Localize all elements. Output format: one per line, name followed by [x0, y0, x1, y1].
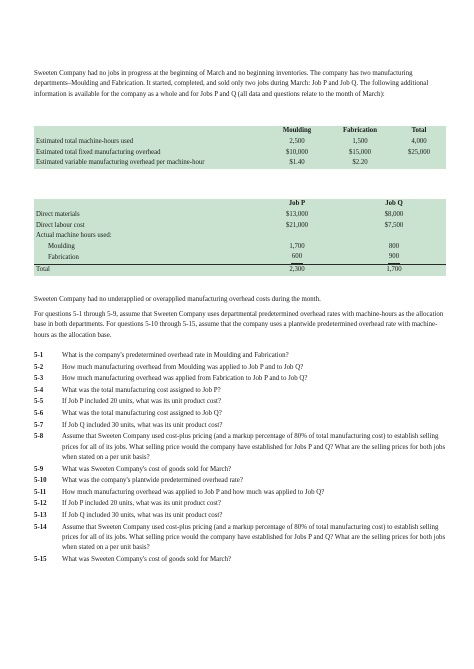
- row-label: Estimated total fixed manufacturing overhead: [36, 148, 161, 156]
- cell-moulding: 2,500: [289, 137, 305, 145]
- row-label: Estimated variable manufacturing overhead per machine-hour: [36, 159, 205, 167]
- row-label: Fabrication: [48, 253, 79, 261]
- header-fabrication: Fabrication: [343, 127, 377, 135]
- list-item: [34, 432, 446, 463]
- question-text: If Job P included 20 units, what was its unit product cost?: [62, 398, 221, 406]
- rate-assumption-note: For questions 5-1 through 5-9, assume that Sweeten Company uses departmental predetermined overhead rates with machine-hours as the allocation base in both departments. For questions 5-10 through 5-15, assume that the company uses a plantwide predetermined overhead rate with machine-hours as the allocation base.: [34, 310, 444, 339]
- cell-job-q: $8,000: [384, 210, 404, 218]
- row-label: Direct labour cost: [36, 221, 85, 229]
- table-row: [34, 231, 446, 242]
- cell-total: [392, 158, 446, 169]
- overhead-estimates-table: [34, 126, 446, 169]
- table-row: [34, 242, 446, 253]
- question-text: How much manufacturing overhead was applied to Job P and how much was applied to Job Q?: [62, 488, 325, 496]
- intro-text: Sweeten Company had no jobs in progress at the beginning of March and no beginning inventories. The company has two manufacturing departments–Moulding and Fabrication. It started, completed, and sold only two jobs during March: Job P and Job Q. The following additional information is available for the company as a whole and for Jobs P and Q (all data and questions relate to the month of March):: [34, 70, 429, 98]
- row-label: Direct materials: [36, 210, 80, 218]
- table-row: [34, 252, 446, 264]
- row-label: Actual machine hours used:: [36, 232, 112, 240]
- row-label: Total: [34, 264, 252, 275]
- table-row: [34, 220, 446, 231]
- cell-fabrication: $15,000: [348, 148, 372, 156]
- cell-job-p: 2,300: [252, 264, 342, 275]
- header-moulding: Moulding: [282, 127, 312, 135]
- cell-fabrication: 1,500: [352, 137, 368, 145]
- table-header-row: [34, 199, 446, 210]
- header-blank: [34, 126, 266, 137]
- header-job-q: Job Q: [385, 200, 403, 208]
- cell-moulding: $10,000: [285, 148, 309, 156]
- question-number: 5-2: [34, 363, 44, 371]
- question-number: 5-8: [34, 433, 44, 441]
- header-job-p: Job P: [288, 200, 306, 208]
- list-item: [34, 421, 446, 431]
- cell-moulding: $1.40: [289, 159, 305, 167]
- list-item: [34, 511, 446, 521]
- question-number: 5-15: [34, 555, 47, 563]
- cell-fabrication: $2.20: [352, 159, 368, 167]
- list-item: [34, 409, 446, 419]
- question-text: Assume that Sweeten Company used cost-plus pricing (and a markup percentage of 80% of total manufacturing cost) to establish selling prices for all of its jobs. What selling price would the company have established for Jobs P and Q? What are the selling prices for both jobs when stated on a per unit basis?: [62, 523, 446, 552]
- question-text: What was the total manufacturing cost assigned to Job P?: [62, 386, 221, 394]
- cell-job-q: 1,700: [342, 264, 446, 275]
- question-text: What was Sweeten Company's cost of goods sold for March?: [62, 465, 232, 473]
- question-number: 5-9: [34, 465, 44, 473]
- list-item: [34, 351, 446, 361]
- question-text: What was the company's plantwide predetermined overhead rate?: [62, 477, 243, 485]
- cell-job-p: 600: [291, 252, 303, 263]
- assumptions-section: [34, 295, 446, 346]
- list-item: [34, 397, 446, 407]
- header-total: Total: [411, 127, 427, 135]
- question-text: How much manufacturing overhead was applied from Fabrication to Job P and to Job Q?: [62, 375, 308, 383]
- question-number: 5-14: [34, 523, 47, 531]
- job-cost-table: [34, 199, 446, 276]
- list-item: [34, 488, 446, 498]
- question-number: 5-6: [34, 409, 44, 417]
- question-list: [34, 351, 446, 567]
- table-row: [34, 147, 446, 158]
- cell-total: $25,000: [407, 148, 431, 156]
- cell-job-q: 900: [388, 252, 400, 263]
- question-text: If Job P included 20 units, what was its unit product cost?: [62, 500, 221, 508]
- question-text: Assume that Sweeten Company used cost-plus pricing (and a markup percentage of 80% of total manufacturing cost) to establish selling prices for all of its jobs. What selling price would the company have established for Jobs P and Q? What are the selling prices for both jobs when stated on a per unit basis?: [62, 433, 446, 461]
- question-number: 5-12: [34, 500, 47, 508]
- cell-job-q: $7,500: [384, 221, 404, 229]
- table-row: [34, 137, 446, 148]
- list-item: [34, 499, 446, 509]
- question-number: 5-5: [34, 398, 44, 406]
- list-item: [34, 476, 446, 486]
- question-number: 5-1: [34, 352, 44, 359]
- header-blank: [34, 199, 252, 210]
- list-item: [34, 555, 446, 565]
- cell-job-p: $13,000: [285, 210, 309, 218]
- list-item: [34, 523, 446, 554]
- cell-total: 4,000: [411, 137, 427, 145]
- question-text: If Job Q included 30 units, what was its unit product cost?: [62, 421, 223, 429]
- question-text: How much manufacturing overhead from Moulding was applied to Job P and to Job Q?: [62, 363, 304, 371]
- row-label: Moulding: [48, 242, 75, 250]
- table-row: [34, 158, 446, 169]
- question-text: What was Sweeten Company's cost of goods sold for March?: [62, 555, 232, 563]
- table-header-row: [34, 126, 446, 137]
- intro-paragraph: [34, 69, 446, 100]
- question-number: 5-10: [34, 477, 47, 485]
- list-item: [34, 374, 446, 384]
- cell-job-p: $21,000: [285, 221, 309, 229]
- list-item: [34, 363, 446, 373]
- question-number: 5-13: [34, 511, 47, 519]
- question-text: If Job Q included 30 units, what was its unit product cost?: [62, 511, 223, 519]
- cell-job-q: 800: [388, 242, 400, 250]
- question-number: 5-3: [34, 375, 44, 383]
- cell-job-p: 1,700: [289, 242, 305, 250]
- question-text: What was the total manufacturing cost assigned to Job Q?: [62, 409, 222, 417]
- row-label: Estimated total machine-hours used: [36, 137, 134, 145]
- question-number: 5-4: [34, 386, 44, 394]
- question-number: 5-7: [34, 421, 44, 429]
- table-row: [34, 210, 446, 221]
- list-item: [34, 386, 446, 396]
- overhead-note: Sweeten Company had no underapplied or overapplied manufacturing overhead costs during the month.: [34, 296, 321, 303]
- question-number: 5-11: [34, 488, 47, 496]
- list-item: [34, 465, 446, 475]
- question-text: What is the company's predetermined overhead rate in Moulding and Fabrication?: [62, 352, 289, 359]
- table-total-row: [34, 264, 446, 275]
